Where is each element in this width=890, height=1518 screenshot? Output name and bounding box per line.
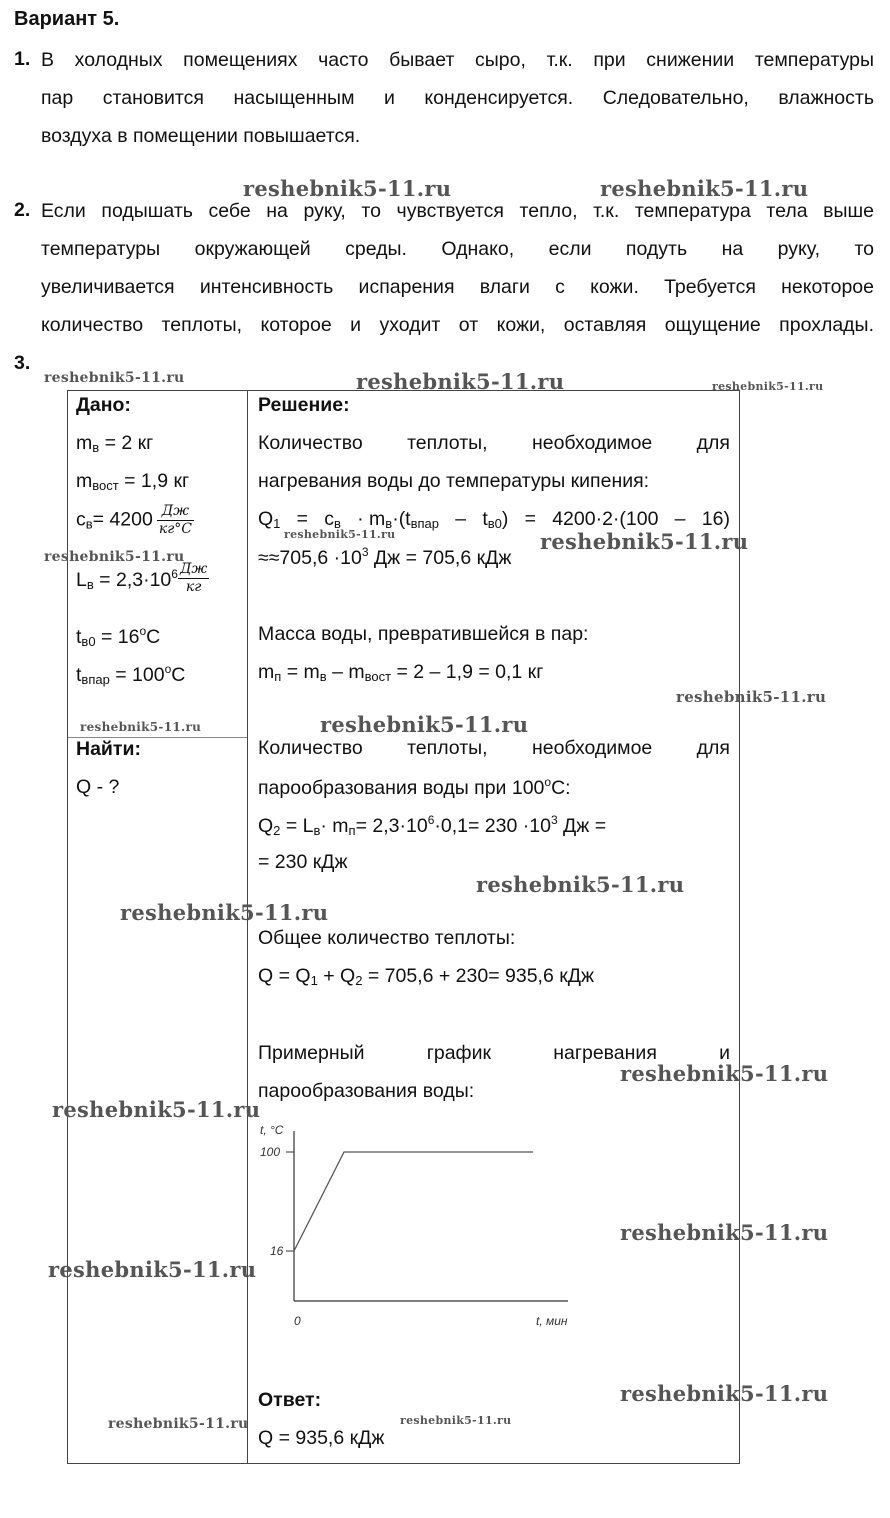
find-heading: Найти: <box>76 738 141 760</box>
solution-text-line: Общее количество теплоты: <box>258 927 516 949</box>
watermark: reshebnik5-11.ru <box>80 720 202 734</box>
formula-total: $Q = Q_1 + Q_2 = 705,6 + 230= 935,6$ кДж <box>258 965 595 988</box>
table-divider <box>247 391 248 1463</box>
formula-mass: $m_п = m_в - m_{вост} = 2 - 1,9 = 0,1$ кг <box>258 661 544 684</box>
watermark: reshebnik5-11.ru <box>356 369 565 394</box>
item-number: 1. <box>14 48 31 70</box>
heating-graph <box>258 1121 578 1331</box>
solution-heading: Решение: <box>258 394 350 416</box>
formula-q2-result: = 230 кДж <box>258 851 348 873</box>
watermark: reshebnik5-11.ru <box>620 1220 829 1245</box>
item-text-line: Если подышать себе на руку, то чувствуется тепло, т.к. температура тела выше <box>41 200 874 222</box>
given-boiling-temp: $t_{впар} = 100^oC$ <box>76 662 186 687</box>
solution-text-line: Количество теплоты, необходимое для <box>258 737 730 759</box>
graph-tick-label: 16 <box>270 1244 284 1258</box>
graph-tick-label: 100 <box>260 1145 281 1159</box>
solution-text-line: Масса воды, превратившейся в пар: <box>258 623 589 645</box>
watermark: reshebnik5-11.ru <box>620 1061 829 1086</box>
graph-origin-label: 0 <box>294 1314 301 1328</box>
solution-text-line: Количество теплоты, необходимое для <box>258 432 730 454</box>
watermark: reshebnik5-11.ru <box>44 370 185 386</box>
watermark: reshebnik5-11.ru <box>52 1097 261 1122</box>
watermark: reshebnik5-11.ru <box>44 549 185 565</box>
item-text-line: температуры окружающей среды. Однако, если подуть на руку, то <box>41 238 874 260</box>
graph-y-label: t, °C <box>260 1123 284 1137</box>
watermark: reshebnik5-11.ru <box>620 1381 829 1406</box>
answer-heading: Ответ: <box>258 1389 322 1411</box>
given-initial-temp: $t_{в0} = 16^oC$ <box>76 624 161 649</box>
watermark: reshebnik5-11.ru <box>120 900 329 925</box>
watermark: reshebnik5-11.ru <box>540 529 749 554</box>
item-text-line: пар становится насыщенным и конденсируется. Следовательно, влажность <box>41 87 874 109</box>
solution-text-line: парообразования воды при 100$^o$C: <box>258 775 571 799</box>
formula-q1-result: $\approx\approx 705,6 \cdot 10^3$ Дж = 705,6 кДж <box>258 545 512 569</box>
watermark: reshebnik5-11.ru <box>676 688 827 706</box>
item-text-line: воздуха в помещении повышается. <box>41 125 361 147</box>
graph-x-label: t, мин <box>536 1314 568 1328</box>
watermark: reshebnik5-11.ru <box>712 380 824 393</box>
watermark: reshebnik5-11.ru <box>320 712 529 737</box>
watermark: reshebnik5-11.ru <box>108 1416 249 1432</box>
item-number: 2. <box>14 199 31 221</box>
graph-heating-curve <box>294 1152 533 1251</box>
solution-text-line: парообразования воды: <box>258 1080 475 1102</box>
item-text-line: увеличивается интенсивность испарения влаги с кожи. Требуется некоторое <box>41 276 874 298</box>
watermark: reshebnik5-11.ru <box>476 872 685 897</box>
given-mass-remaining: $m_{вост} = 1,9$ кг <box>76 470 190 493</box>
answer-item-1 <box>14 41 874 155</box>
page-title: Вариант 5. <box>14 8 120 30</box>
answer-item-2 <box>14 192 874 344</box>
formula-q1: $Q_1$ = $c_в$ · $m_в\cdot(t_{впар}$ – $t_{в0}$) = 4200·2·(100 – 16) <box>258 508 730 531</box>
given-latent-heat: $L_в = 2,3\cdot 10^6$ $\frac{Дж}{кг}$ <box>76 561 208 595</box>
item-text-line: количество теплоты, которое и уходит от кожи, оставляя ощущение прохлады. <box>41 314 874 336</box>
watermark: reshebnik5-11.ru <box>600 176 809 201</box>
find-value: Q - ? <box>76 776 120 798</box>
watermark: reshebnik5-11.ru <box>400 1414 512 1427</box>
item-text-line: В холодных помещениях часто бывает сыро, т.к. при снижении температуры <box>41 49 874 71</box>
formula-q2: $Q_2 = L_в\cdot m_п= 2,3\cdot 10^6\cdot 0,1= 230 \cdot 10^3$ Дж = <box>258 813 607 838</box>
given-mass-water: $m_в = 2$ кг <box>76 432 154 455</box>
watermark: reshebnik5-11.ru <box>48 1257 257 1282</box>
given-heading: Дано: <box>76 394 131 416</box>
watermark: reshebnik5-11.ru <box>243 176 452 201</box>
item-number: 3. <box>14 352 31 374</box>
answer-value: Q = 935,6 кДж <box>258 1427 385 1449</box>
solution-text-line: Примерный график нагревания и <box>258 1042 730 1064</box>
solution-text-line: нагревания воды до температуры кипения: <box>258 470 650 492</box>
given-specific-heat: $c_в= 4200$ $\frac{Дж}{кг^\circ C}$ <box>76 503 192 537</box>
watermark: reshebnik5-11.ru <box>284 528 396 541</box>
